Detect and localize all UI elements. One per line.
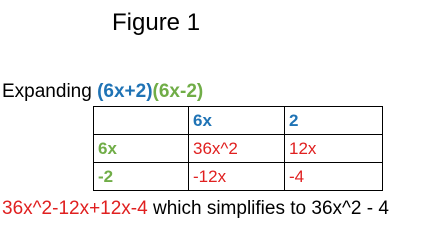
grid-header-cell-6x: 6x	[189, 107, 285, 135]
result-line	[2, 197, 389, 221]
grid-row	[94, 135, 383, 163]
expanded-expression: 36x^2-12x+12x-4	[2, 198, 148, 219]
expanding-label: Expanding	[2, 81, 98, 102]
expanding-line	[2, 80, 203, 104]
grid-header-cell-2: 2	[285, 107, 383, 135]
grid-product-cell: -4	[285, 163, 383, 191]
grid-product-cell: 36x^2	[189, 135, 285, 163]
grid-row	[94, 163, 383, 191]
grid-product-cell: -12x	[189, 163, 285, 191]
simplified-expression: 36x^2 - 4	[311, 198, 389, 219]
grid-row-header-minus-2: -2	[94, 163, 189, 191]
figure-title: Figure 1	[112, 9, 201, 36]
grid-corner-cell	[94, 107, 189, 135]
grid-product-cell: 12x	[285, 135, 383, 163]
simplifies-text: which simplifies to	[147, 198, 312, 219]
multiplication-grid	[93, 106, 383, 191]
factor-two: (6x-2)	[152, 81, 204, 102]
grid-row-header-6x: 6x	[94, 135, 189, 163]
factor-one: (6x+2)	[97, 81, 153, 102]
grid-header-row	[94, 107, 383, 135]
